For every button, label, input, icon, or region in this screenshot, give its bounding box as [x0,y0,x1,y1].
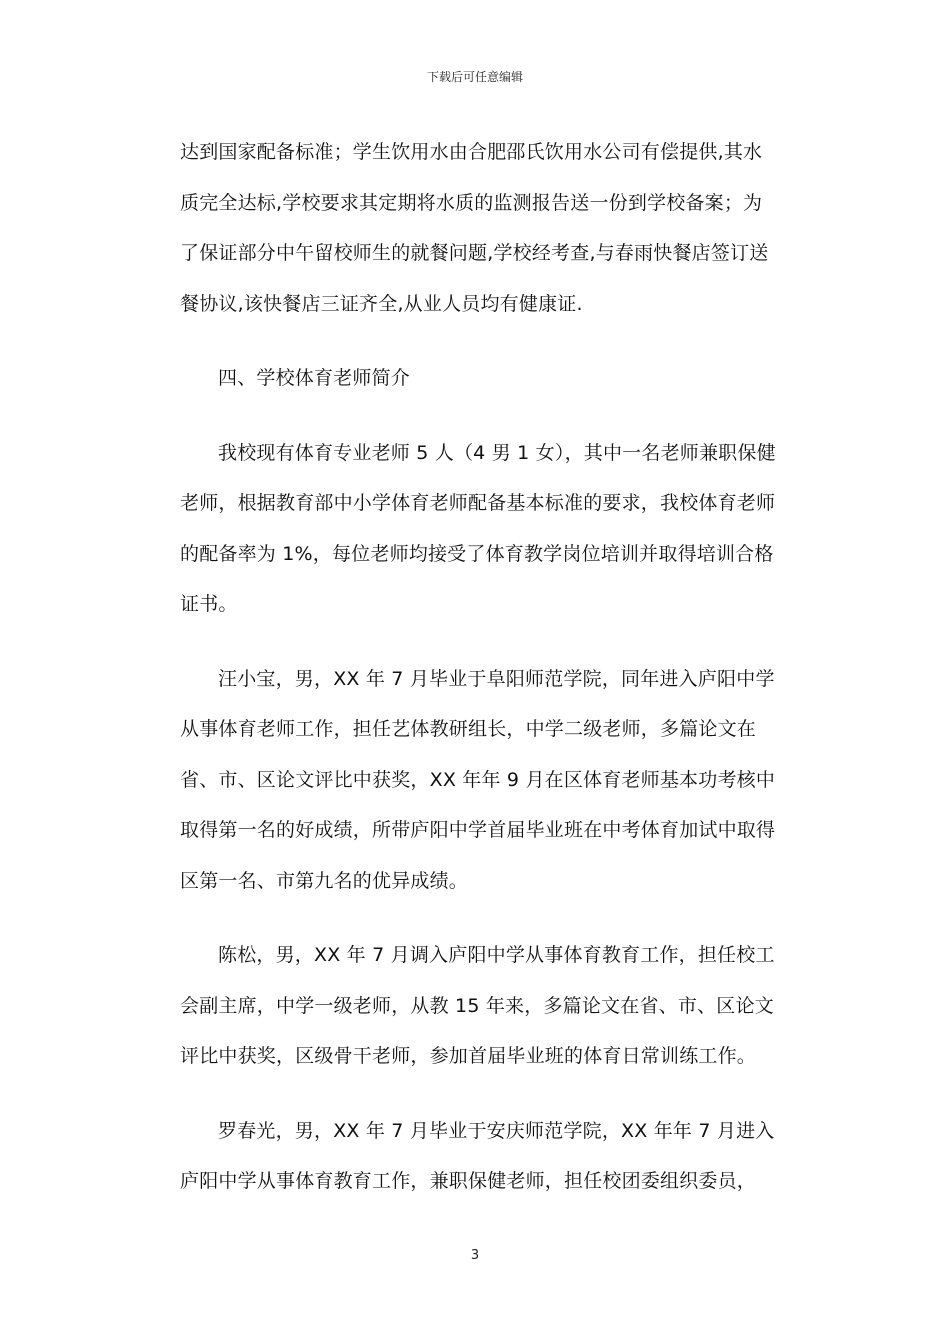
paragraph-teacher-luo: 罗春光，男，XX 年 7 月毕业于安庆师范学院，XX 年年 7 月进入庐阳中学从事体育教育工作，兼职保健老师，担任校团委组织委员， [180,1119,775,1192]
document-body [180,127,780,1207]
paragraph-teacher-chen: 陈松，男，XX 年 7 月调入庐阳中学从事体育教育工作，担任校工会副主席，中学一级老师，从教 15 年来，多篇论文在省、市、区论文评比中获奖，区级骨干老师，参加首届毕业班的体育日常训练工作。 [180,944,775,1067]
paragraph-facilities: 达到国家配备标准；学生饮用水由合肥邵氏饮用水公司有偿提供,其水质完全达标,学校要求其定期将水质的监测报告送一份到学校备案；为了保证部分中午留校师生的就餐问题,学校经考查,与春雨快餐店签订送餐协议,该快餐店三证齐全,从业人员均有健康证. [180,141,769,315]
page-header: 下载后可任意编辑 [426,70,523,84]
section-heading: 四、学校体育老师简介 [218,367,411,389]
page-number: 3 [470,1248,480,1263]
paragraph-teacher-wang: 汪小宝，男，XX 年 7 月毕业于阜阳师范学院，同年进入庐阳中学从事体育老师工作，担任艺体教研组长，中学二级老师，多篇论文在省、市、区论文评比中获奖，XX 年年 9 月在区体育老师基本功考核中取得第一名的好成绩，所带庐阳中学首届毕业班在中考体育加试中取得区第一名、市第九名的优异成绩。 [180,667,776,892]
paragraph-pe-staff-overview: 我校现有体育专业老师 5 人（4 男 1 女），其中一名老师兼职保健老师，根据教育部中小学体育老师配备基本标准的要求，我校体育老师的配备率为 1%，每位老师均接受了体育教学岗位培训并取得培训合格证书。 [180,441,776,615]
